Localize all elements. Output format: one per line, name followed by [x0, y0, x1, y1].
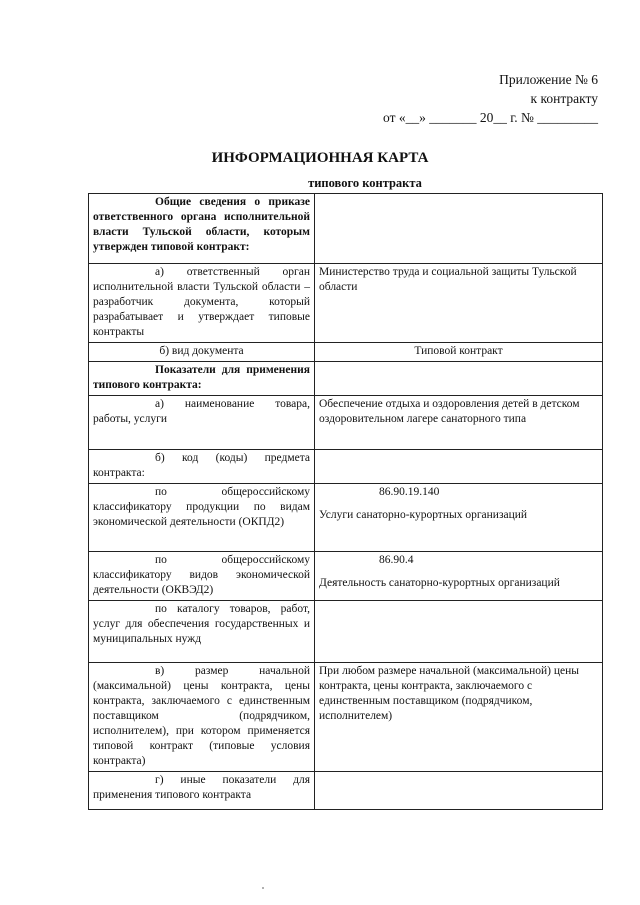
row-value-authority: Министерство труда и социальной защиты Тульской области: [315, 264, 603, 343]
row-label-okpd2: по общероссийскому классификатору продукции по видам экономической деятельности (ОКПД2): [89, 484, 315, 552]
document-subtitle: типового контракта: [308, 176, 422, 190]
row-label-authority: а) ответственный орган исполнительной власти Тульской области – разработчик документа, который разрабатывает и утверждает типовые контракты: [89, 264, 315, 343]
section-general-heading: Общие сведения о приказе ответственного органа исполнительной власти Тульской области, которым утвержден типовой контракт:: [89, 194, 315, 264]
cell-empty: [315, 772, 603, 810]
okved2-code: 86.90.4: [379, 554, 414, 566]
scan-speck: [262, 887, 264, 889]
table-row: [89, 194, 603, 264]
row-value-doc-type: Типовой контракт: [315, 343, 603, 362]
row-label-other: г) иные показатели для применения типового контракта: [89, 772, 315, 810]
table-row: [89, 601, 603, 663]
table-row: [89, 343, 603, 362]
row-label-price: в) размер начальной (максимальной) цены контракта, цены контракта, заключаемого с единственным поставщиком (подрядчиком, исполнителем), при котором применяется типовой контракт (типовые условия контракта): [89, 663, 315, 772]
table-row: [89, 552, 603, 601]
appendix-to-contract: к контракту: [530, 91, 598, 106]
okpd2-code: 86.90.19.140: [379, 486, 440, 498]
appendix-header: [383, 70, 598, 127]
row-label-catalog: по каталогу товаров, работ, услуг для обеспечения государственных и муниципальных нужд: [89, 601, 315, 663]
appendix-number: Приложение № 6: [499, 72, 598, 87]
cell-empty: [315, 362, 603, 396]
row-value-okpd2: [315, 484, 603, 552]
cell-empty: [315, 450, 603, 484]
cell-empty: [315, 601, 603, 663]
table-row: [89, 663, 603, 772]
row-label-okved2: по общероссийскому классификатору видов экономической деятельности (ОКВЭД2): [89, 552, 315, 601]
section-indicators-heading: Показатели для применения типового контракта:: [89, 362, 315, 396]
table-row: [89, 772, 603, 810]
table-row: [89, 264, 603, 343]
row-value-price: При любом размере начальной (максимальной) цены контракта, цены контракта, заключаемого с единственным поставщиком (подрядчиком, исполнителем): [315, 663, 603, 772]
okpd2-description: Услуги санаторно-курортных организаций: [319, 509, 528, 521]
row-value-item-name: Обеспечение отдыха и оздоровления детей в детском оздоровительном лагере санаторного типа: [315, 396, 603, 450]
document-title: ИНФОРМАЦИОННАЯ КАРТА: [211, 150, 429, 166]
row-label-doc-type: б) вид документа: [89, 343, 315, 362]
table-row: [89, 396, 603, 450]
okved2-description: Деятельность санаторно-курортных организаций: [319, 577, 560, 589]
table-row: [89, 484, 603, 552]
table-row: [89, 450, 603, 484]
cell-empty: [315, 194, 603, 264]
row-label-subject-codes: б) код (коды) предмета контракта:: [89, 450, 315, 484]
info-card-table: [88, 193, 603, 810]
row-value-okved2: [315, 552, 603, 601]
row-label-item-name: а) наименование товара, работы, услуги: [89, 396, 315, 450]
table-row: [89, 362, 603, 396]
contract-date-line: от «__» _______ 20__ г. № _________: [383, 110, 598, 125]
